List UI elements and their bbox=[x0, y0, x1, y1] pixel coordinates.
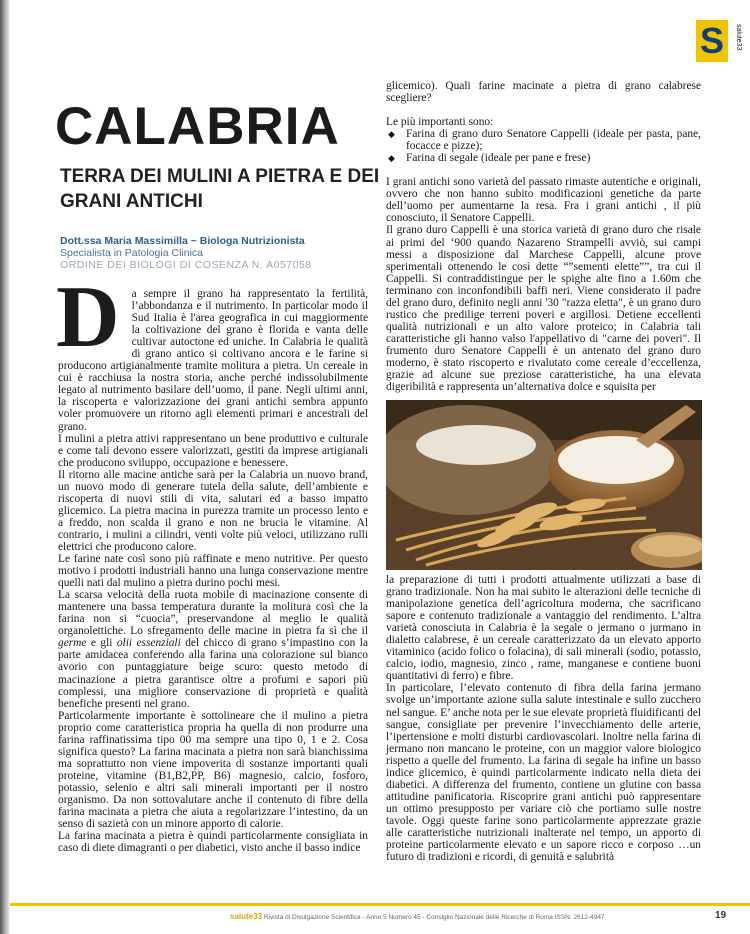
italic-germe: germe bbox=[58, 637, 87, 650]
paragraph-intro-text: a sempre il grano ha rappresentato la fertilità, l’abbondanza e il nutrimento. In particolar modo il Sud Italia è l'area geografica in cui maggiormente la coltivazione del grano è florida e vanta delle cultivar autoctone ed uniche. In Calabria le qualità di grano antico si coltivano ancora e le farine si producono artigianalmente tramite molitura a pietra. Un cereale in cui è racchiusa la nostra storia, anche perché indissolubilmente legato al nutrimento basilare dell’uomo, il pane. Negli ultimi anni, la riscoperta e valorizzazione dei grani antichi sembra appunto voler promuovere un ritorno agli elementi primari e ancestrali del grano. bbox=[58, 288, 368, 433]
paragraph-glicemico: glicemico). Quali farine macinate a pietra di grano calabrese scegliere? bbox=[386, 80, 701, 105]
paragraph-ritorno: Il ritorno alle macine antiche sarà per la Calabria un nuovo brand, un nuovo modo di generare tutela della salute, dell’ambiente e riscoperta di nuovi stili di vita, salutari ed a basso impatto glicemico. La pietra macina in purezza tramite un processo lento e a freddo, non scalda il grano e non ne brucia le vitamine. Al contrario, i mulini a cilindri, venti volte più veloci, utilizzano rulli elettrici che producono calore. bbox=[58, 468, 368, 553]
italic-olii: olii essenziali bbox=[116, 637, 181, 650]
list-item-text: Farina di segale (ideale per pane e frese) bbox=[406, 152, 591, 165]
list-item bbox=[386, 152, 701, 164]
flour-list bbox=[386, 128, 701, 164]
paragraph-mulini: I mulini a pietra attivi rappresentano un bene produttivo e culturale e come tali devono essere valorizzati, gestiti da imprese artigianali che producono sviluppo, occupazione e benessere. bbox=[58, 432, 368, 469]
author-name: Dott.ssa Maria Massimilla ~ Biologa Nutrizionista bbox=[60, 235, 305, 247]
page-footer bbox=[230, 912, 700, 921]
paragraph-farine: Le farine nate così sono più raffinate e meno nutritive. Per questo motivo i prodotti industriali hanno una lunga conservazione mentre quelli nati dal mulino a pietra durino pochi mesi. bbox=[58, 553, 368, 590]
paragraph-jermano: In particolare, l’elevato contenuto di fibra della farina jermano svolge un’importante azione sulla salute intestinale e sullo zucchero nel sangue. E’ anche nota per le sue elevate proprietà fluidificanti del sangue, consigliate per prevenire l’invecchiamento delle arterie, l’ipertensione e molti disturbi cardiovascolari. Inoltre nella farina di jermano non mancano le proteine, con un maggior valore biologico rispetto a quelle del frumento. La farina di segale ha infine un basso indice glicemico, è quindi particolarmente indicato nella dieta dei diabetici. A differenza del frumento, contiene un glutine con bassa attitudine panificatoria. Riscoprire grani antichi può rappresentare un ottimo presupposto per variare ciò che portiamo sulle nostre tavole. Oggi queste farine sono particolarmente apprezzate grazie alle caratteristiche nutrizionali inalterate nel tempo, un apporto di proteine particolarmente elevato e un sapore ricco e corposo …un futuro di tradizioni e ricordi, di genuità e salubrità bbox=[386, 682, 701, 864]
article-subtitle: TERRA DEI MULINI A PIETRA E DEI GRANI ANTICHI bbox=[60, 166, 380, 212]
text-column-right-top bbox=[386, 80, 701, 393]
paragraph-cappelli: Il grano duro Cappelli è una storica varietà di grano duro che risale ai primi del ‘900 quando Nazareno Strampelli avviò, sui campi messi a disposizione dal Marchese Cappelli, alcune prove sperimentali ottenendo le così dette “”sementi elette””, tra cui il Cappelli. Si contraddistingue per le spighe alte fino a 1.60m che terminano con inconfondibili baffi neri. Viene considerato il padre del grano duro, definito negli anni '30 "razza eletta", è un grano duro rustico che predilige terreni poveri e argillosi. Detiene eccellenti qualità nutrizionali e un alto valore proteico; in Calabria tali caratteristiche gli hanno valso l'appellativo di "carne dei poveri". Il frumento duro Senatore Cappelli è un antenato del grano duro moderno, è stato riscoperto e rivalutato come cereale d’eccellenza, grazie ad alcune sue preziose caratteristiche, ha una elevata digeribilità e rappresenta un’alternativa dolce e squisita per bbox=[386, 224, 701, 394]
paragraph-grani-antichi: I grani antichi sono varietà del passato rimaste autentiche e originali, ovvero che non hanno subito modificazioni genetiche da parte dell’uomo per aumentarne la resa. Fra i grani antichi , il più conosciuto, il Senatore Cappelli. bbox=[386, 176, 701, 225]
bullet-icon: ◆ bbox=[388, 129, 395, 140]
footer-brand: salute33 bbox=[230, 912, 263, 921]
paragraph-preparazione: la preparazione di tutti i prodotti attualmente utilizzati a base di grano tradizionale. Non ha mai subito le alterazioni delle tecniche di manipolazione genetica dell’agricoltura moderna, che sacrificano sapore e contenuto tradizionale a vantaggio del rendimento. L’altra varietà conosciuta in Calabria è la segale o jermano o jurmano in dialetto calabrese, è un cereale caratterizzato da un elevato apporto vitaminico (acido folico o folacina), di sali minerali (sodio, potassio, calcio, iodio, magnesio, zinco , rame, manganese e contiene buoni quantitativi di ferro) e fibre. bbox=[386, 574, 701, 683]
author-block bbox=[60, 235, 380, 271]
paragraph-velocita bbox=[58, 589, 368, 709]
magazine-logo bbox=[696, 20, 728, 62]
logo-vertical-text: salute33 bbox=[735, 24, 742, 51]
text-span: e gli bbox=[90, 637, 113, 650]
bullet-icon: ◆ bbox=[388, 153, 395, 164]
author-registration: ORDINE DEI BIOLOGI DI COSENZA N. A057058 bbox=[60, 259, 312, 271]
list-intro: Le più importanti sono: bbox=[386, 116, 494, 129]
page-number: 19 bbox=[715, 910, 727, 921]
wheat-flour-photo bbox=[386, 400, 702, 570]
paragraph-importante: Particolarmente importante è sottolineare che il mulino a pietra proprio come caratteristica propria ha quella di non produrre una farina raffinatissima tipo 00 ma sempre una tipo 0, 1 e 2. Cosa significa questo? La farina macinata a pietra non sarà bianchissima ma soprattutto non viene impoverita di sostanze importanti quali proteine, vitamine (B1,B2,PP, B6) magnesio, calcio, fosforo, potassio, selenio e altri sali minerali importanti per il nostro organismo. Da non sottovalutare anche il contenuto di fibre della farina macinata a pietra che aiuta a regolarizzare l’intestino, da un senso di sazietà con un minore apporto di calorie. bbox=[58, 709, 368, 831]
paragraph-consigliata: La farina macinata a pietra è quindi particolarmente consigliata in caso di diete dimagranti o per diabetici, visto anche il basso indice bbox=[58, 830, 368, 855]
footer-text: Rivista di Divulgazione Scientifica - Anno 5 Numero 45 - Consiglio Nazionale delle Ricerche di Roma ISSN: 2612-4947 bbox=[263, 914, 605, 921]
text-column-left bbox=[56, 269, 369, 855]
footer-divider bbox=[10, 903, 750, 906]
list-item bbox=[386, 128, 701, 152]
logo-letter: S bbox=[699, 20, 724, 61]
author-specialty: Specialista in Patologia Clinica bbox=[60, 247, 203, 259]
article-title: CALABRIA bbox=[55, 97, 340, 156]
paragraph-intro bbox=[56, 269, 368, 433]
list-item-text: Farina di grano duro Senatore Cappelli (ideale per pasta, pane, focacce e pizze); bbox=[406, 128, 701, 153]
text-span: del chicco di grano s’impastino con la parte amidacea conferendo alla farina una colorazione sul bianco avorio con puntaggiature beige scuro: questo metodo di macinazione a pietra garantisce oltre a profumi e sapori più complessi, una migliore conservazione di proprietà e qualità benefiche presenti nel grano. bbox=[58, 637, 369, 710]
wheat-illustration bbox=[386, 400, 702, 570]
page-spine-shadow bbox=[0, 0, 10, 934]
drop-cap: D bbox=[56, 269, 120, 366]
text-column-right-bottom bbox=[386, 574, 701, 863]
text-span: La scarsa velocità della ruota mobile di macinazione consente di mantenere una bassa temperatura durante la molitura così che la farina non si “cuocia”, preservandone al meglio le qualità organolettiche. Lo sfregamento delle macine in pietra fa sì che il bbox=[58, 589, 368, 638]
